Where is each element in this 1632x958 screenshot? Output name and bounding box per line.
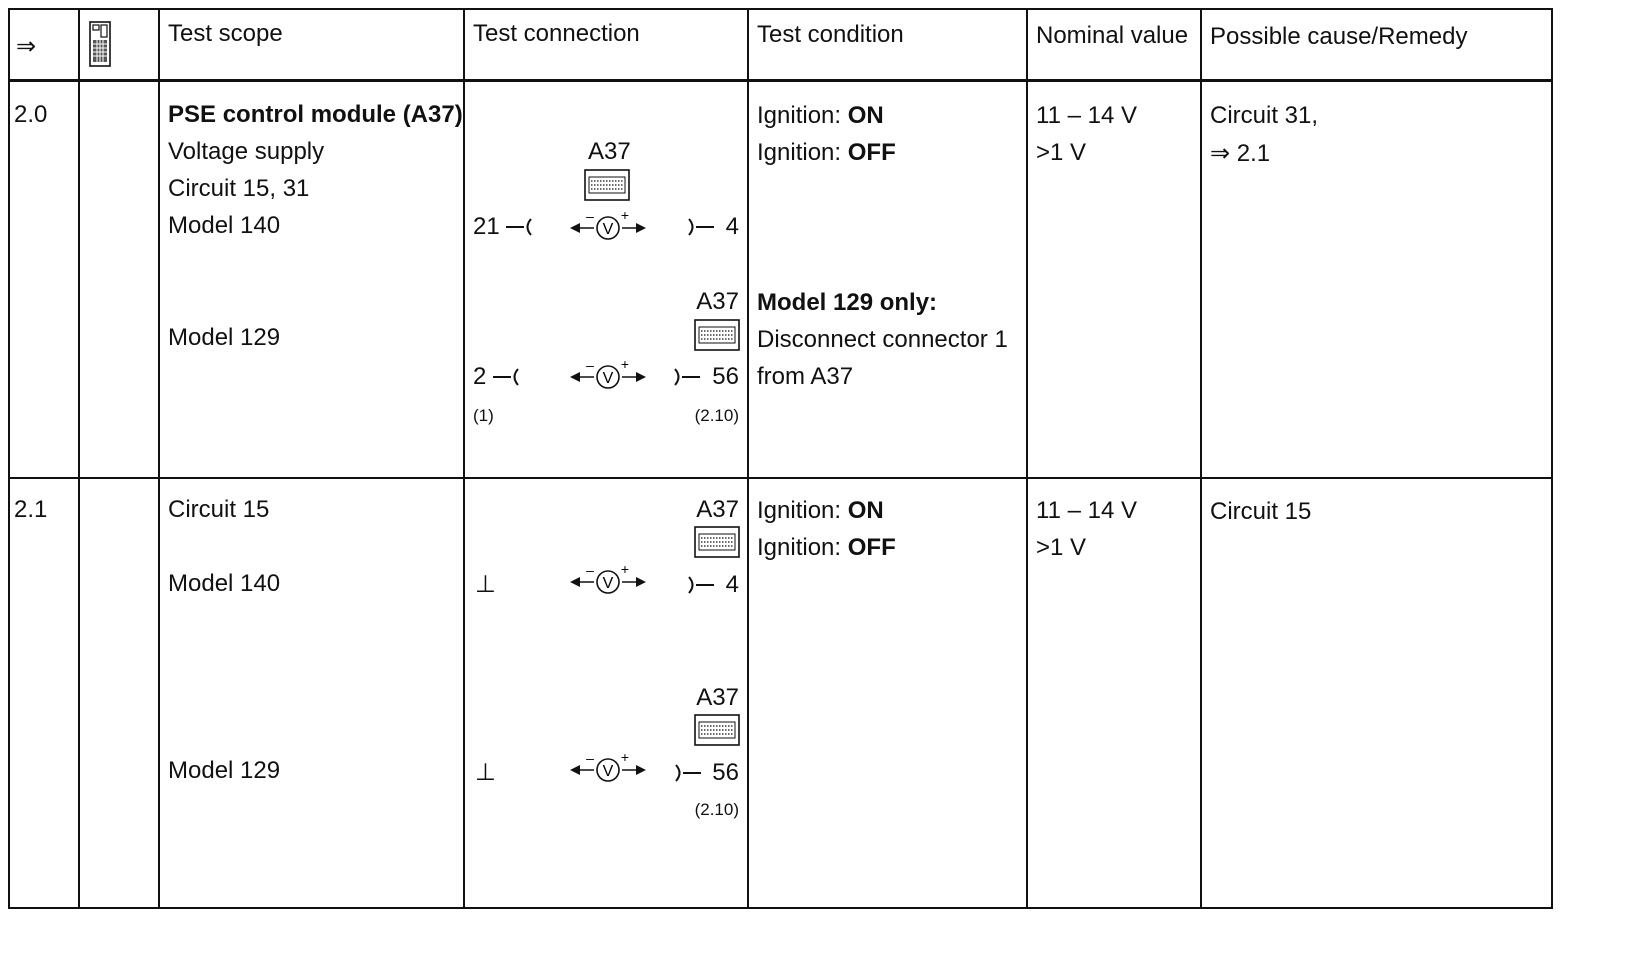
voltmeter-icon bbox=[568, 356, 648, 393]
control-module-icon bbox=[584, 169, 630, 201]
scope-model: Model 140 bbox=[168, 570, 281, 597]
module-label: A37 bbox=[696, 288, 739, 315]
voltmeter-icon bbox=[568, 561, 648, 598]
scope-line: Voltage supply bbox=[168, 138, 325, 165]
header-test-condition: Test condition bbox=[757, 21, 904, 48]
ignition-condition bbox=[757, 139, 896, 167]
table-border-left bbox=[8, 8, 10, 909]
ignition-label: Ignition: bbox=[757, 497, 848, 524]
right-pin: 56 bbox=[712, 759, 739, 786]
voltmeter-letter: V bbox=[602, 370, 614, 387]
ignition-condition bbox=[757, 497, 884, 525]
right-pin: 4 bbox=[725, 213, 739, 240]
connector-plug-right bbox=[672, 366, 702, 388]
ignition-state: OFF bbox=[847, 534, 896, 561]
scope-model: Model 129 bbox=[168, 757, 281, 784]
header-possible-cause: Possible cause/Remedy bbox=[1210, 23, 1468, 50]
voltmeter-plus: + bbox=[620, 356, 630, 372]
ignition-state: OFF bbox=[847, 139, 896, 166]
condition-note-title: Model 129 only: bbox=[757, 289, 938, 316]
column-divider bbox=[1026, 8, 1028, 909]
voltmeter-icon bbox=[568, 749, 648, 786]
column-divider bbox=[1200, 8, 1202, 909]
table-border-top bbox=[8, 8, 1553, 10]
module-label: A37 bbox=[696, 496, 739, 523]
voltmeter-minus: – bbox=[586, 562, 594, 578]
scope-title: Circuit 15 bbox=[168, 496, 270, 523]
right-pin: 4 bbox=[725, 571, 739, 598]
ignition-label: Ignition: bbox=[757, 102, 848, 129]
ground-symbol: ⊥ bbox=[475, 571, 496, 598]
ignition-condition bbox=[757, 102, 884, 130]
ground-symbol: ⊥ bbox=[475, 759, 496, 786]
step-number: 2.0 bbox=[14, 101, 48, 128]
module-label: A37 bbox=[588, 138, 631, 165]
voltmeter-minus: – bbox=[586, 357, 594, 373]
header-arrow-symbol: ⇒ bbox=[16, 33, 37, 60]
scope-title: PSE control module (A37) bbox=[168, 101, 463, 128]
control-module-icon bbox=[694, 714, 740, 746]
table-border-bottom bbox=[8, 907, 1553, 909]
row-divider bbox=[8, 477, 1553, 479]
header-rule bbox=[8, 79, 1553, 82]
ignition-state: ON bbox=[847, 102, 884, 129]
voltmeter-letter: V bbox=[602, 763, 614, 780]
remedy-reference: ⇒ 2.1 bbox=[1210, 140, 1271, 167]
connector-plug-right bbox=[686, 574, 716, 596]
voltmeter-minus: – bbox=[586, 208, 594, 224]
header-test-scope: Test scope bbox=[168, 20, 283, 47]
column-divider bbox=[463, 8, 465, 909]
connector-socket-left bbox=[504, 216, 534, 238]
control-module-icon bbox=[694, 319, 740, 351]
voltmeter-icon bbox=[568, 207, 648, 244]
connector-socket-left bbox=[491, 366, 521, 388]
ignition-condition bbox=[757, 534, 896, 562]
column-divider bbox=[747, 8, 749, 909]
header-test-connection: Test connection bbox=[473, 20, 640, 47]
nominal-value: >1 V bbox=[1036, 139, 1087, 166]
column-divider bbox=[158, 8, 160, 909]
possible-cause: Circuit 15 bbox=[1210, 498, 1312, 525]
voltmeter-minus: – bbox=[586, 750, 594, 766]
control-module-icon bbox=[694, 526, 740, 558]
ignition-label: Ignition: bbox=[757, 139, 848, 166]
condition-note: Disconnect connector 1 bbox=[757, 326, 1008, 353]
column-divider bbox=[78, 8, 80, 909]
right-pin: 56 bbox=[712, 363, 739, 390]
header-nominal-value: Nominal value bbox=[1036, 22, 1189, 49]
ignition-label: Ignition: bbox=[757, 534, 848, 561]
handheld-tester-icon bbox=[89, 21, 111, 67]
scope-line: Circuit 15, 31 bbox=[168, 175, 310, 202]
connector-plug-right bbox=[673, 762, 703, 784]
connector-note: (1) bbox=[473, 406, 494, 425]
scope-model: Model 140 bbox=[168, 212, 281, 239]
condition-note: from A37 bbox=[757, 363, 854, 390]
nominal-value: >1 V bbox=[1036, 534, 1087, 561]
nominal-value: 11 – 14 V bbox=[1036, 497, 1137, 524]
scope-model: Model 129 bbox=[168, 324, 281, 351]
connector-plug-right bbox=[686, 216, 716, 238]
table-border-right bbox=[1551, 8, 1553, 909]
connector-note: (2.10) bbox=[694, 800, 739, 819]
ignition-state: ON bbox=[847, 497, 884, 524]
voltmeter-letter: V bbox=[602, 221, 614, 238]
voltmeter-plus: + bbox=[620, 207, 630, 223]
module-label: A37 bbox=[696, 684, 739, 711]
voltmeter-letter: V bbox=[602, 575, 614, 592]
voltmeter-plus: + bbox=[620, 749, 630, 765]
left-pin: 21 bbox=[473, 213, 500, 240]
nominal-value: 11 – 14 V bbox=[1036, 102, 1137, 129]
voltmeter-plus: + bbox=[620, 561, 630, 577]
step-number: 2.1 bbox=[14, 496, 48, 523]
left-pin: 2 bbox=[473, 363, 487, 390]
possible-cause: Circuit 31, bbox=[1210, 102, 1319, 129]
connector-note: (2.10) bbox=[694, 406, 739, 425]
